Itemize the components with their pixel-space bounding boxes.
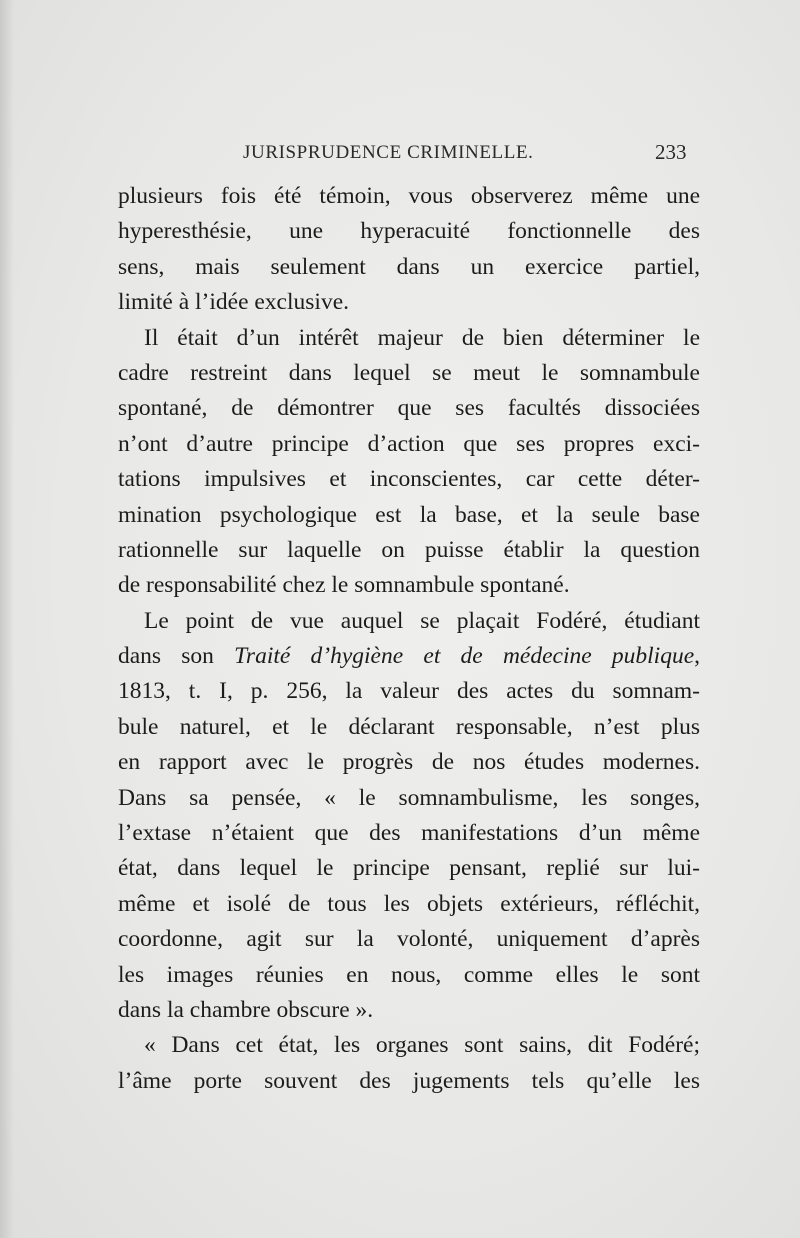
running-head-title: JURISPRUDENCE CRIMINELLE. [243, 142, 534, 163]
text-segment: , [694, 643, 700, 670]
text-line: état, dans lequel le principe pensant, replié sur lui- [118, 855, 700, 882]
text-line: cadre restreint dans lequel se meut le somnambule [118, 359, 700, 386]
text-line: limité à l’idée exclusive. [118, 289, 349, 316]
text-line: en rapport avec le progrès de nos études modernes. [118, 749, 700, 776]
text-line: sens, mais seulement dans un exercice partiel, [118, 253, 700, 280]
text-line: hyperesthésie, une hyperacuité fonctionnelle des [118, 218, 700, 245]
text-line: n’ont d’autre principe d’action que ses propres exci- [118, 430, 700, 457]
text-line: mination psychologique est la base, et la seule base [118, 501, 700, 528]
text-line: Il était d’un intérêt majeur de bien déterminer le [144, 324, 700, 351]
text-line: bule naturel, et le déclarant responsable, n’est plus [118, 713, 700, 740]
body-text [118, 179, 700, 1099]
text-line: coordonne, agit sur la volonté, uniquement d’après [118, 926, 700, 953]
text-line: spontané, de démontrer que ses facultés dissociées [118, 395, 700, 422]
text-line: rationnelle sur laquelle on puisse établir la question [118, 536, 700, 563]
text-line: tations impulsives et inconscientes, car cette déter- [118, 466, 700, 493]
text-line: Dans sa pensée, « le somnambulisme, les songes, [118, 784, 700, 811]
text-line: plusieurs fois été témoin, vous observerez même une [118, 183, 700, 209]
text-line: même et isolé de tous les objets extérieurs, réfléchit, [118, 890, 700, 917]
page-number: 233 [655, 140, 687, 164]
running-head [0, 140, 800, 170]
text-line: « Dans cet état, les organes sont sains, dit Fodéré; [144, 1032, 700, 1059]
text-line: Le point de vue auquel se plaçait Fodéré, étudiant [144, 607, 700, 634]
text-line: 1813, t. I, p. 256, la valeur des actes du somnam- [118, 678, 700, 705]
book-title: Traité d’hygiène et de médecine publique [234, 643, 695, 670]
text-line: l’âme porte souvent des jugements tels qu’elle les [118, 1067, 700, 1094]
text-line-with-title [118, 639, 700, 674]
text-line: de responsabilité chez le somnambule spontané. [118, 572, 570, 599]
text-line: les images réunies en nous, comme elles le sont [118, 961, 700, 988]
text-segment: dans son [118, 643, 235, 670]
page-edge-shadow [0, 0, 14, 1238]
text-line: dans la chambre obscure ». [118, 996, 374, 1023]
text-line: l’extase n’étaient que des manifestations d’un même [118, 820, 700, 847]
